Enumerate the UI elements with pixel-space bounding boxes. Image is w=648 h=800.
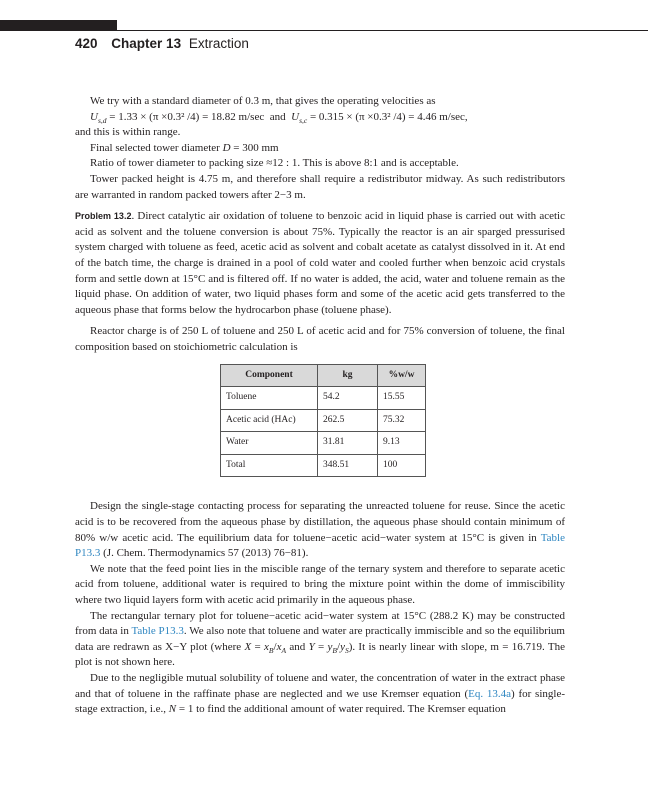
paragraph-design-task: [75, 499, 565, 561]
paragraph-final-diameter: Final selected tower diameter D = 300 mm: [90, 141, 279, 154]
paragraph-ratio: Ratio of tower diameter to packing size ≈12 : 1. This is above 8:1 and is acceptable.: [90, 157, 459, 170]
ternary-plot-text-3: ). It is nearly linear with slope, m = 16.719. The plot is not shown here.: [75, 640, 565, 669]
final-diameter-text: Final selected tower diameter: [90, 141, 220, 154]
velocity-continuous: = 0.315 × (π ×0.3² /4) = 4.46 m/sec,: [309, 110, 468, 123]
paragraph-packed-height: Tower packed height is 4.75 m, and therefore shall require a redistributor midway. As such redistributors are warranted in random packed towers after 2−3 m.: [75, 172, 565, 201]
table-p13-3-link[interactable]: Table P13.3: [131, 625, 184, 638]
composition-table: [220, 364, 426, 478]
kremser-text-2: ) for single-stage extraction, i.e.,: [75, 687, 565, 716]
problem-label: Problem 13.2: [75, 211, 132, 222]
eq-13-4a-link[interactable]: Eq. 13.4a: [468, 687, 511, 700]
table-row: [221, 432, 426, 455]
problem-text: . Direct catalytic air oxidation of toluene to benzoic acid in liquid phase is carried out with acetic acid as solvent and the toluene conversion is about 75%. Typically the reactor is an air sparged pressurised system charged with toluene as feed, acetic acid as solvent and cobalt acetate as catalyst dissolved in it. At end of the batch time, the charge is drained in a pool of cold water and cooled further when benzoic acid crystals form and settle down at 15°C and is filtered off. If no water is added, the acid, water and toluene remain as the liquid phase. On addition of water, two liquid phases form and some of the acetic acid gets transferred to the aqueous phase that forms below the hydrocarbon phase (toluene phase).: [75, 210, 565, 316]
table-cell: 100: [378, 454, 426, 477]
paragraph-reactor-charge: Reactor charge is of 250 L of toluene and 250 L of acetic acid and for 75% conversion of toluene, the final composition based on stoichiometric calculation is: [75, 325, 565, 353]
ternary-plot-text-2: . We also note that toluene and water are practically immiscible and so the equilibrium data are redrawn as X−Y plot (where: [75, 625, 565, 653]
running-header: [75, 36, 249, 51]
kremser-text: Due to the negligible mutual solubility of toluene and water, the concentration of water in the extract phase and that of toluene in the raffinate phase are neglected and we use Kremser equation (: [75, 672, 565, 700]
ternary-plot-text: The rectangular ternary plot for toluene−acetic acid−water system at 15°C (288.2 K) may be constructed from data in: [75, 609, 565, 638]
table-cell: 9.13: [378, 432, 426, 455]
page-body: [75, 94, 565, 718]
problem-13-2: [75, 209, 565, 318]
paragraph-ternary-plot: The rectangular ternary plot for toluene−acetic acid−water system at 15°C (288.2 K) may be constructed from data in Table P13.3. We also note that toluene and water are practically immiscible and so the equilibrium data are redrawn as X−Y plot (where $X = x_B/x_A$ and $Y = y_B/y_S$). It is nearly linear with slope, m = 16.719. The plot is not shown here.: [75, 609, 565, 669]
velocity-dispersed: = 1.33 × (π ×0.3² /4) = 18.82 m/sec: [109, 110, 265, 123]
table-p13-3-link[interactable]: Table P13.3: [75, 531, 565, 560]
table-cell: 15.55: [378, 387, 426, 410]
header-rule: [117, 30, 648, 31]
table-row: [221, 454, 426, 477]
table-header: kg: [318, 364, 378, 387]
table-row: [221, 409, 426, 432]
table-cell: 31.81: [318, 432, 378, 455]
final-diameter-value: = 300 mm: [233, 141, 279, 154]
paragraph-kremser: Due to the negligible mutual solubility of toluene and water, the concentration of water in the extract phase and that of toluene in the raffinate phase are neglected and we use Kremser equation (Eq. 13.4a) for single-stage extraction, i.e., N = 1 to find the additional amount of water required. The Kremser equation: [75, 672, 565, 716]
table-cell: 348.51: [318, 454, 378, 477]
design-task-text: Design the single-stage contacting process for separating the unreacted toluene for reuse. Since the acetic acid is to be recovered from the aqueous phase by distillation, the aqueous phase should contain minimum of 80% w/w acetic acid. The equilibrium data for toluene−acetic acid−water system at 15°C is given in: [75, 500, 565, 544]
table-cell: Toluene: [221, 387, 318, 410]
table-header: Component: [221, 364, 318, 387]
chapter-title: Extraction: [188, 36, 249, 51]
table-cell: 54.2: [318, 387, 378, 410]
paragraph-feed-point: We note that the feed point lies in the miscible range of the ternary system and therefore to separate acetic acid from toluene, additional water is required to bring the mixture point within the dome of immiscibility where two liquid layers form with acetic acid primarily in the aqueous phase.: [75, 562, 565, 607]
table-cell: 75.32: [378, 409, 426, 432]
page-number: 420: [75, 36, 98, 51]
table-header: %w/w: [378, 364, 426, 387]
design-task-citation: (J. Chem. Thermodynamics 57 (2013) 76−81).: [103, 547, 309, 560]
velocity-equation: $U_{s,d} = 1.33 \times (\pi \times 0.3^2$ /4) = 18.82 m/sec and $U_{s,c} = 0.315 \times (\pi \times 0.3^2$ /4) = 4.46 m/sec,: [90, 110, 468, 125]
table-cell: 262.5: [318, 409, 378, 432]
table-row: [221, 387, 426, 410]
velocity-and: and: [269, 110, 286, 123]
table-header-row: [221, 364, 426, 387]
kremser-text-3: = 1 to find the additional amount of water required. The Kremser equation: [178, 703, 506, 716]
table-cell: Water: [221, 432, 318, 455]
paragraph-diameter-intro: We try with a standard diameter of 0.3 m, that gives the operating velocities as: [90, 95, 436, 107]
table-cell: Acetic acid (HAc): [221, 409, 318, 432]
chapter-label: Chapter 13: [111, 36, 182, 51]
paragraph-within-range: and this is within range.: [75, 126, 181, 139]
table-cell: Total: [221, 454, 318, 477]
header-black-bar: [0, 20, 117, 31]
